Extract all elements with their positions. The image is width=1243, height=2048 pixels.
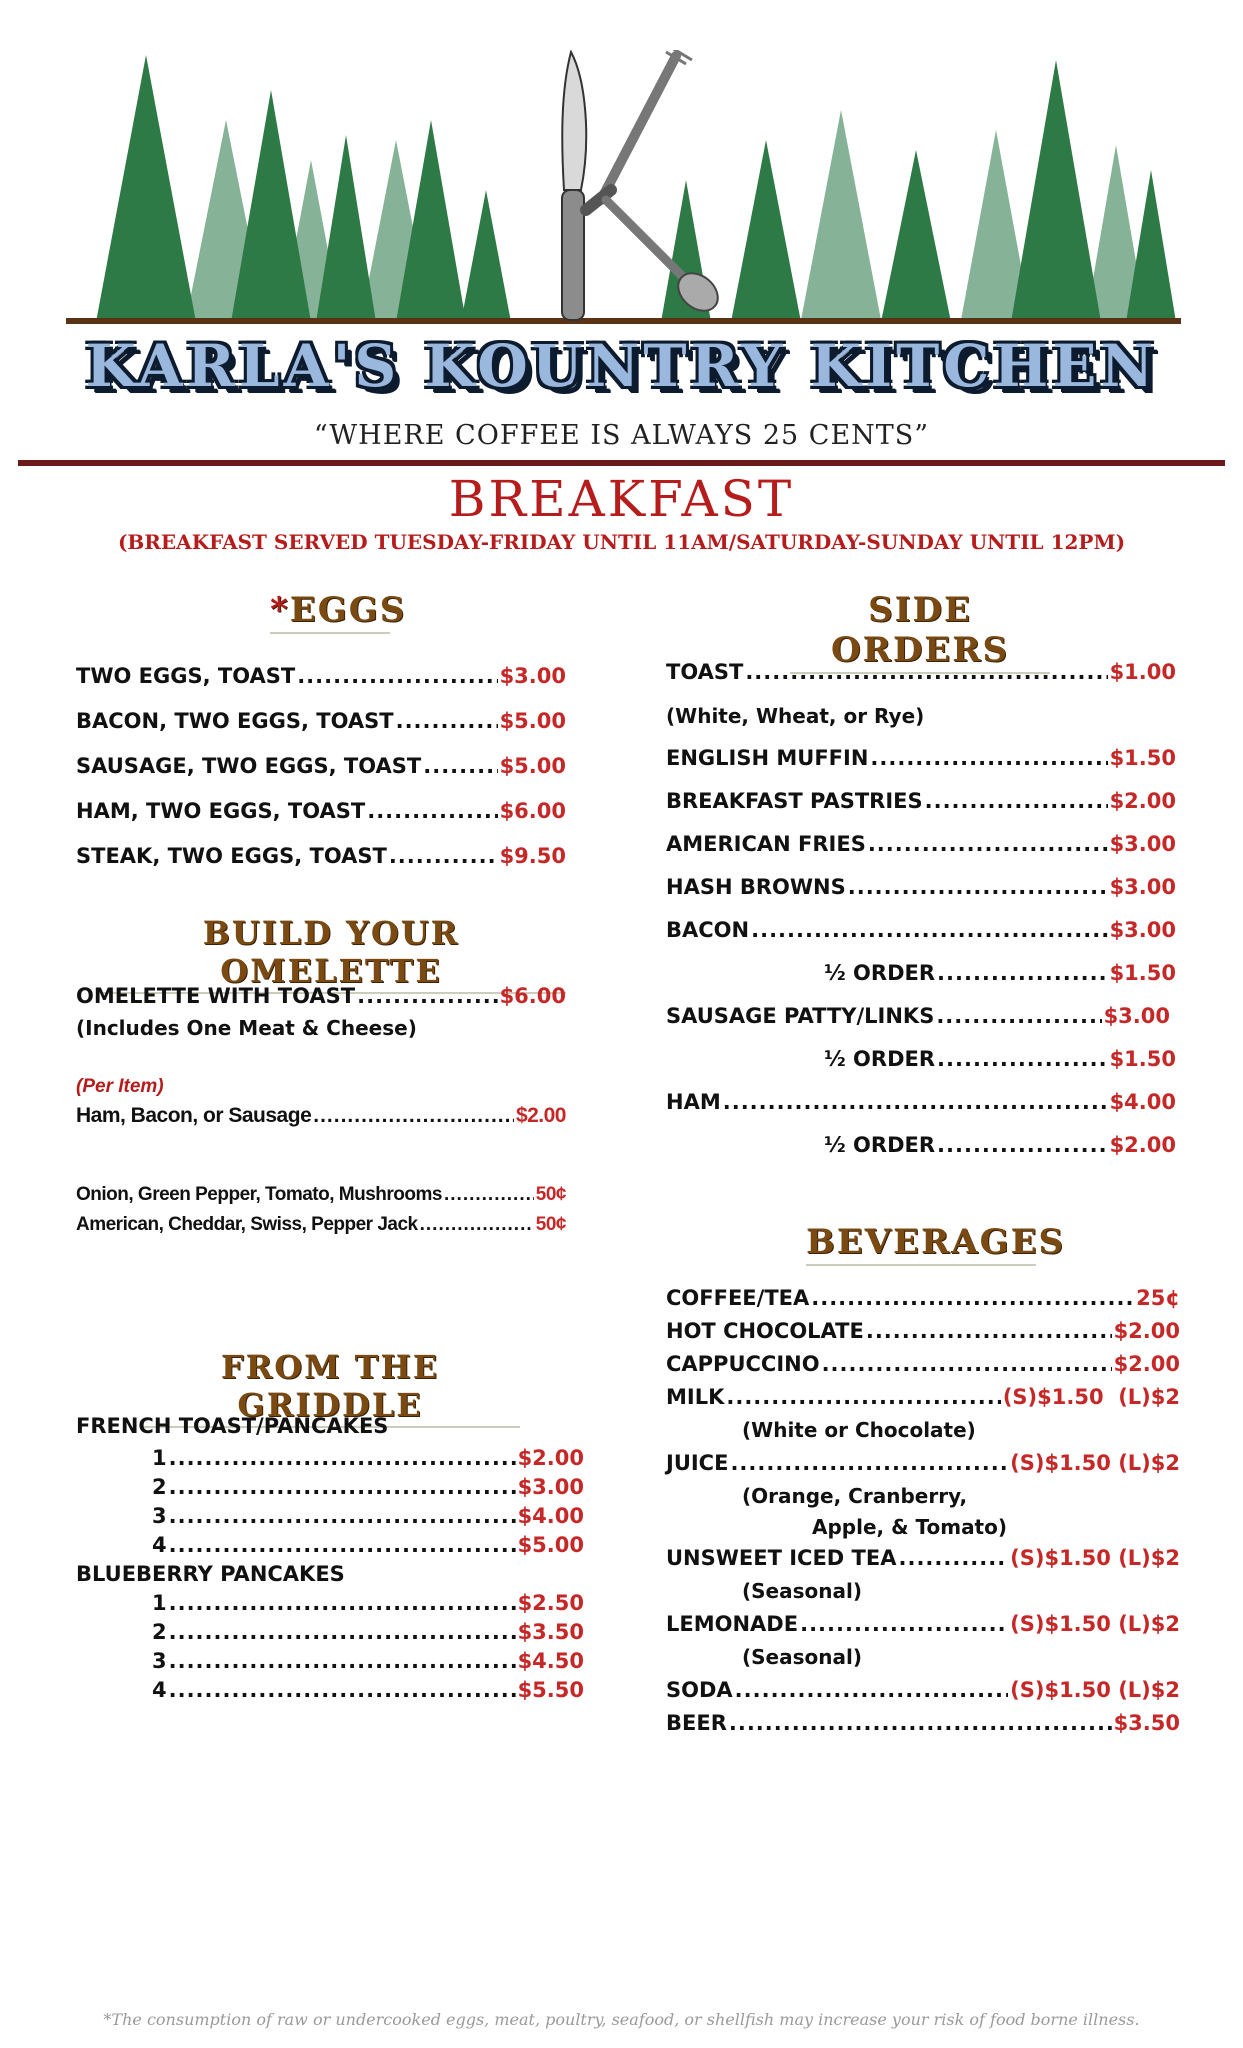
list-item: SAUSAGE PATTY/LINKS ..... $3.00 bbox=[666, 1004, 1176, 1047]
griddle-section bbox=[76, 1414, 584, 1707]
ground-line bbox=[66, 318, 1181, 324]
list-item: BACON ..... $3.00 bbox=[666, 918, 1176, 961]
list-item: BREAKFAST PASTRIES ..... $2.00 bbox=[666, 789, 1176, 832]
list-item: CAPPUCCINO ..... $2.00 bbox=[666, 1352, 1180, 1385]
list-item: HASH BROWNS ..... $3.00 bbox=[666, 875, 1176, 918]
blueberry-title: BLUEBERRY PANCAKES bbox=[76, 1562, 345, 1586]
list-item: 4 ..... $5.50 bbox=[76, 1678, 584, 1707]
lemonade-note: (Seasonal) bbox=[742, 1645, 862, 1669]
eggs-heading-text: EGGS bbox=[289, 590, 407, 630]
list-item: ½ ORDER ..... $2.00 bbox=[666, 1133, 1176, 1176]
list-item: 3 ..... $4.00 bbox=[76, 1504, 584, 1533]
beverages-list bbox=[666, 1286, 1180, 1744]
header-divider bbox=[18, 460, 1225, 466]
side-orders-list bbox=[666, 660, 1176, 1176]
list-item: 4 ..... $5.00 bbox=[76, 1533, 584, 1562]
list-item: ½ ORDER ..... $1.50 bbox=[666, 961, 1176, 1004]
food-safety-disclaimer: *The consumption of raw or undercooked eggs, meat, poultry, seafood, or shellfish may increase your risk of food borne illness. bbox=[103, 2010, 1140, 2029]
list-item: LEMONADE ..... (S)$1.50 (L)$2 bbox=[666, 1612, 1180, 1645]
eggs-list bbox=[76, 664, 566, 889]
toast-note: (White, Wheat, or Rye) bbox=[666, 704, 925, 728]
list-item: Onion, Green Pepper, Tomato, Mushrooms ..... 50¢ bbox=[76, 1184, 566, 1214]
juice-note: (Orange, Cranberry, bbox=[742, 1484, 968, 1508]
juice-note: Apple, & Tomato) bbox=[812, 1515, 1007, 1539]
list-item: UNSWEET ICED TEA ..... (S)$1.50 (L)$2 bbox=[666, 1546, 1180, 1579]
list-item: AMERICAN FRIES ..... $3.00 bbox=[666, 832, 1176, 875]
list-item: ½ ORDER ..... $1.50 bbox=[666, 1047, 1176, 1090]
menu-section-title: BREAKFAST bbox=[448, 470, 795, 528]
list-item: COFFEE/TEA ..... 25¢ bbox=[666, 1286, 1180, 1319]
side-orders-heading: SIDE ORDERS bbox=[790, 590, 1050, 674]
eggs-heading-star: * bbox=[270, 590, 290, 630]
list-item: BEER ..... $3.50 bbox=[666, 1711, 1180, 1744]
list-item: SODA ..... (S)$1.50 (L)$2 bbox=[666, 1678, 1180, 1711]
list-item: HAM ..... $4.00 bbox=[666, 1090, 1176, 1133]
list-item: JUICE ..... (S)$1.50 (L)$2 bbox=[666, 1451, 1180, 1484]
knife-icon bbox=[562, 52, 586, 320]
milk-note: (White or Chocolate) bbox=[742, 1418, 976, 1442]
list-item: TOAST ..... $1.00 bbox=[666, 660, 1176, 704]
list-item: BACON, TWO EGGS, TOAST ..... $5.00 bbox=[76, 709, 566, 754]
griddle-heading: FROM THE GRIDDLE bbox=[140, 1348, 520, 1428]
omelette-note: (Includes One Meat & Cheese) bbox=[76, 1016, 417, 1040]
list-item: SAUSAGE, TWO EGGS, TOAST ..... $5.00 bbox=[76, 754, 566, 799]
list-item: 2 ..... $3.00 bbox=[76, 1475, 584, 1504]
serving-hours: (BREAKFAST SERVED TUESDAY-FRIDAY UNTIL 11AM/SATURDAY-SUNDAY UNTIL 12PM) bbox=[117, 530, 1126, 554]
list-item: HOT CHOCOLATE ..... $2.00 bbox=[666, 1319, 1180, 1352]
per-item-note: (Per Item) bbox=[76, 1076, 164, 1097]
list-item: 1 ..... $2.50 bbox=[76, 1591, 584, 1620]
list-item: Ham, Bacon, or Sausage ..... $2.00 bbox=[76, 1104, 566, 1184]
restaurant-title: KARLA'S KOUNTRY KITCHEN bbox=[85, 332, 1158, 400]
omelette-heading: BUILD YOUR OMELETTE bbox=[96, 914, 566, 994]
eggs-heading bbox=[270, 590, 407, 634]
list-item: 1 ..... $2.00 bbox=[76, 1446, 584, 1475]
list-item: TWO EGGS, TOAST ..... $3.00 bbox=[76, 664, 566, 709]
iced-tea-note: (Seasonal) bbox=[742, 1579, 862, 1603]
french-toast-title: FRENCH TOAST/PANCAKES bbox=[76, 1414, 389, 1438]
list-item: 2 ..... $3.50 bbox=[76, 1620, 584, 1649]
tagline: “WHERE COFFEE IS ALWAYS 25 CENTS” bbox=[313, 420, 930, 451]
list-item: American, Cheddar, Swiss, Pepper Jack ..... 50¢ bbox=[76, 1214, 566, 1244]
fork-icon bbox=[586, 50, 692, 210]
list-item: 3 ..... $4.50 bbox=[76, 1649, 584, 1678]
list-item: ENGLISH MUFFIN ..... $1.50 bbox=[666, 746, 1176, 789]
list-item: STEAK, TWO EGGS, TOAST ..... $9.50 bbox=[76, 844, 566, 889]
beverages-heading: BEVERAGES bbox=[806, 1222, 1036, 1266]
list-item: OMELETTE WITH TOAST ..... $6.00 bbox=[76, 984, 566, 1016]
omelette-section bbox=[76, 984, 566, 1244]
list-item: HAM, TWO EGGS, TOAST ..... $6.00 bbox=[76, 799, 566, 844]
list-item: MILK ..... (S)$1.50 (L)$2 bbox=[666, 1385, 1180, 1418]
header-banner bbox=[66, 50, 1181, 330]
